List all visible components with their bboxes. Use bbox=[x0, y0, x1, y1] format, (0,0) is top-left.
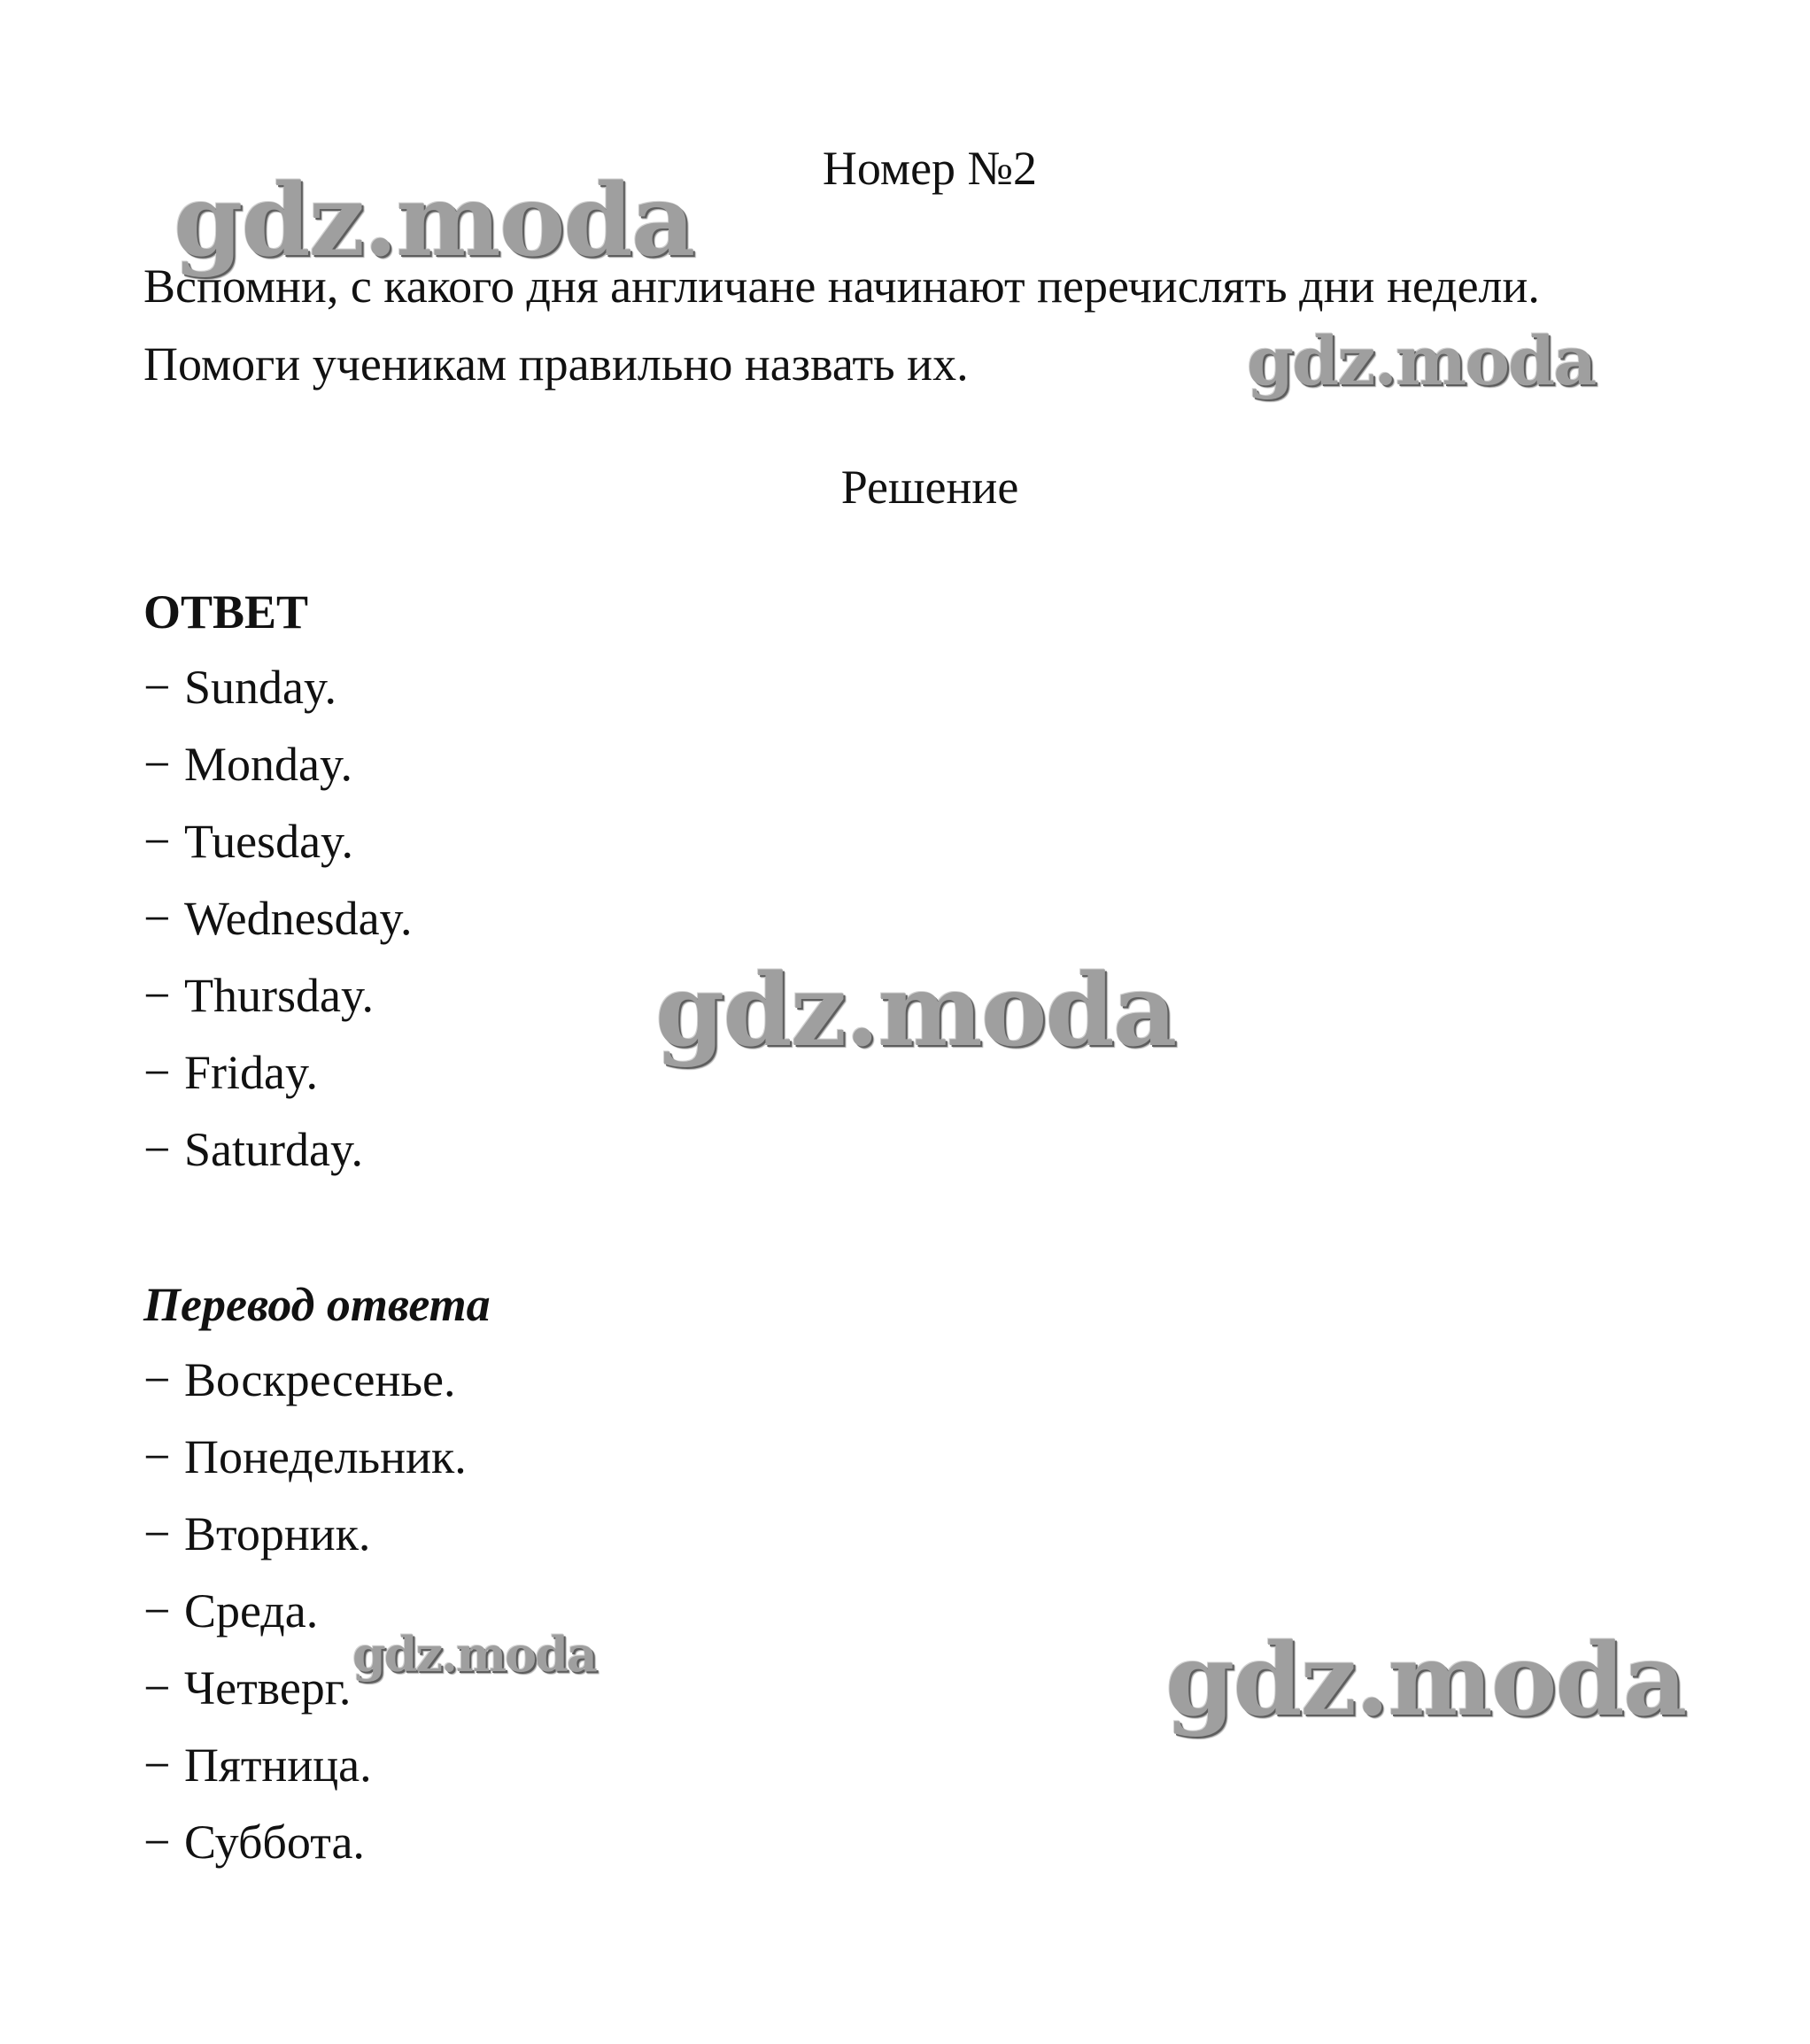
translation-item-text: Среда. bbox=[184, 1584, 319, 1638]
list-item bbox=[143, 1419, 467, 1496]
list-item bbox=[143, 803, 413, 880]
translation-item-text: Пятница. bbox=[184, 1738, 372, 1792]
watermark-logo: gdz.moda bbox=[352, 1626, 596, 1683]
list-marker: − bbox=[143, 969, 171, 1022]
list-marker: − bbox=[143, 738, 171, 791]
list-marker: − bbox=[143, 1584, 171, 1638]
answer-item-text: Wednesday. bbox=[184, 892, 413, 945]
translation-item-text: Воскресенье. bbox=[184, 1353, 456, 1406]
solution-label: Решение bbox=[840, 461, 1019, 514]
list-item bbox=[143, 1034, 413, 1111]
list-marker: − bbox=[143, 661, 171, 714]
answer-item-text: Tuesday. bbox=[184, 815, 354, 868]
list-item bbox=[143, 1342, 467, 1419]
translation-item-text: Вторник. bbox=[184, 1507, 371, 1560]
list-item bbox=[143, 726, 413, 803]
list-item bbox=[143, 649, 413, 726]
translation-item-text: Четверг. bbox=[184, 1661, 352, 1715]
page-title: Номер №2 bbox=[822, 142, 1038, 195]
translation-list bbox=[143, 1342, 467, 1881]
answer-item-text: Monday. bbox=[184, 738, 352, 791]
list-marker: − bbox=[143, 1353, 171, 1406]
list-item bbox=[143, 1727, 467, 1804]
answer-item-text: Saturday. bbox=[184, 1123, 363, 1176]
answer-item-text: Sunday. bbox=[184, 661, 336, 714]
watermark-logo: gdz.moda bbox=[174, 163, 694, 279]
answer-list bbox=[143, 649, 413, 1188]
answer-item-text: Thursday. bbox=[184, 969, 374, 1022]
task-text-line-2: Помоги ученикам правильно назвать их. bbox=[143, 337, 969, 391]
answer-item-text: Friday. bbox=[184, 1046, 318, 1099]
answer-heading: ОТВЕТ bbox=[143, 585, 309, 639]
translation-item-text: Суббота. bbox=[184, 1816, 365, 1869]
list-marker: − bbox=[143, 1738, 171, 1792]
task-text-line-1: Вспомни, с какого дня англичане начинают перечислять дни недели. bbox=[143, 259, 1540, 313]
list-marker: − bbox=[143, 1046, 171, 1099]
list-marker: − bbox=[143, 892, 171, 945]
list-item bbox=[143, 880, 413, 957]
list-marker: − bbox=[143, 1661, 171, 1715]
watermark-logo: gdz.moda bbox=[1247, 321, 1596, 400]
list-marker: − bbox=[143, 1507, 171, 1560]
list-item bbox=[143, 1496, 467, 1573]
list-item bbox=[143, 1804, 467, 1881]
list-marker: − bbox=[143, 815, 171, 868]
watermark-logo: gdz.moda bbox=[655, 953, 1176, 1069]
watermark-logo: gdz.moda bbox=[1165, 1622, 1686, 1738]
list-marker: − bbox=[143, 1123, 171, 1176]
list-marker: − bbox=[143, 1816, 171, 1869]
translation-heading: Перевод ответа bbox=[143, 1278, 491, 1331]
list-item bbox=[143, 957, 413, 1034]
list-marker: − bbox=[143, 1430, 171, 1483]
translation-item-text: Понедельник. bbox=[184, 1430, 467, 1483]
list-item bbox=[143, 1111, 413, 1188]
